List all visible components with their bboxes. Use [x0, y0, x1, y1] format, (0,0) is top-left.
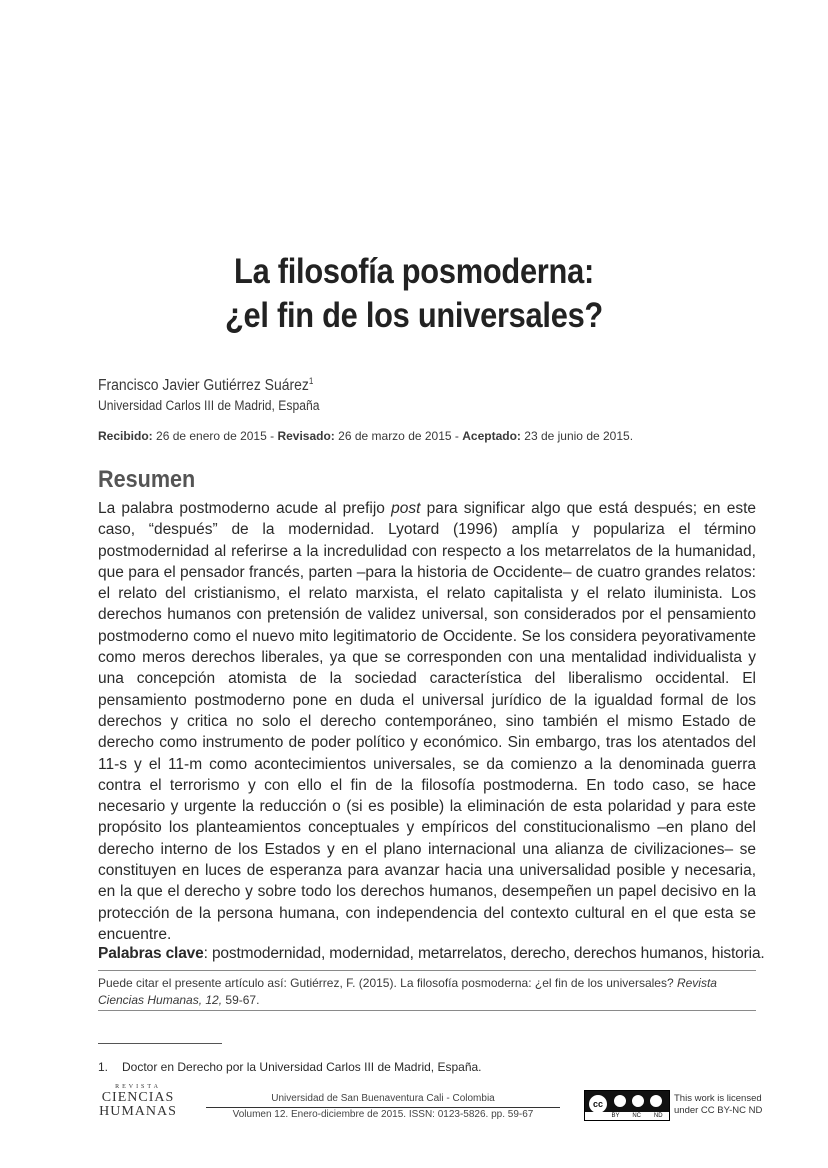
citation-prefix: Puede citar el presente artículo así: Gutiérrez, F. (2015). La filosofía posmoderna: ¿el fin de los universales?: [98, 976, 677, 990]
author-name: [98, 376, 313, 395]
keywords-text: : postmodernidad, modernidad, metarrelatos, derecho, derechos humanos, historia.: [203, 945, 765, 962]
article-title: [50, 250, 779, 338]
license-text: [674, 1093, 762, 1117]
license-line-2: under CC BY-NC ND: [674, 1105, 763, 1116]
date-separator: -: [266, 429, 278, 443]
abstract-text-rest: para significar algo que está después; en este caso, “después” de la modernidad. Lyotard (1996) amplía y populariza el término postmodernidad al referirse a la incredulidad con respecto a los metarrelatos de la humanidad, que para el pensador francés, parten –para la historia de Occidente– de cuatro grandes relatos: el relato del cristianismo, el relato marxista, el relato capitalista y el relato iluminista. Los derechos humanos con pretensión de validez universal, son considerados por el pensamiento postmoderno como el nuevo mito legitimatorio de Occidente. Se los considera peyorativamente como meros derechos liberales, ya que se corresponden con una mentalidad individualista y una concepción atomista de la sociedad característica del liberalismo occidental. El pensamiento postmoderno pone en duda el universal jurídico de la igualdad formal de los derechos y critica no solo el derecho contemporáneo, sino también el mismo Estado de derecho como instrumento de poder político y económico. Sin embargo, tras los atentados del 11-s y el 11-m como acontecimientos universales, se da comienzo a la denominada guerra contra el terrorismo y con ello el fin de la filosofía postmoderna. En todo caso, se hace necesario y urgente la reducción o (si es posible) la eliminación de esta polaridad y para este propósito los planteamientos conceptuales y empíricos del constitucionalismo –en plano del derecho interno de los Estados y en el plano internacional una alianza de civilizaciones– se constituyen en luces de esperanza para avanzar hacia una universalidad posible y necesaria, en la que el derecho y sobre todo los derechos humanos, desempeñen un papel decisivo en la protección de la persona humana, con independencia del contexto cultural en el que esta se encuentre.: [98, 500, 756, 943]
abstract-heading: Resumen: [98, 466, 196, 493]
footnote: [98, 1060, 482, 1074]
journal-logo: [98, 1084, 178, 1128]
keywords-label: Palabras clave: [98, 945, 204, 962]
by-person-icon: [613, 1094, 627, 1108]
footer-university: Universidad de San Buenaventura Cali - Colombia: [206, 1092, 560, 1108]
cc-nc-label: NC: [632, 1113, 641, 1119]
citation-suffix: 59-67.: [222, 993, 260, 1007]
footnote-number: 1.: [98, 1060, 109, 1074]
author-footnote-mark: 1: [308, 376, 314, 386]
abstract-body: [98, 498, 756, 945]
footnote-rule: [98, 1043, 222, 1044]
citation-top-rule: [98, 970, 756, 971]
author-name-text: Francisco Javier Gutiérrez Suárez: [98, 377, 309, 395]
title-line-2: ¿el fin de los universales?: [224, 296, 603, 335]
revised-label: Revisado:: [277, 429, 335, 443]
citation-journal: Revista Ciencias Humanas, 12,: [98, 976, 717, 1007]
citation-bottom-rule: [98, 1010, 756, 1011]
article-dates: [98, 429, 633, 443]
keywords: [98, 945, 765, 963]
cc-icon: cc: [587, 1093, 609, 1115]
nc-dollar-icon: [631, 1094, 645, 1108]
logo-small-text: REVISTA: [115, 1084, 161, 1090]
logo-line-2: HUMANAS: [99, 1104, 177, 1119]
accepted-date: 23 de junio de 2015.: [524, 429, 634, 443]
accepted-label: Aceptado:: [462, 429, 521, 443]
title-line-1: La filosofía posmoderna:: [234, 252, 594, 291]
logo-line-1: CIENCIAS: [101, 1090, 175, 1105]
footer-journal-info: [206, 1092, 560, 1122]
cc-badge-labels: [585, 1112, 669, 1120]
received-label: Recibido:: [98, 429, 153, 443]
footnote-text: Doctor en Derecho por la Universidad Carlos III de Madrid, España.: [122, 1060, 482, 1074]
abstract-text-start: La palabra postmoderno acude al prefijo: [98, 500, 392, 517]
citation: [98, 975, 756, 1009]
nd-equals-icon: [649, 1094, 663, 1108]
revised-date: 26 de marzo de 2015: [338, 429, 452, 443]
abstract-italic-word: post: [391, 500, 421, 517]
cc-nd-label: ND: [653, 1113, 663, 1119]
footer-volume: Volumen 12. Enero-diciembre de 2015. ISSN: 0123-5826. pp. 59-67: [232, 1109, 534, 1120]
cc-by-label: BY: [611, 1113, 620, 1119]
cc-license-badge[interactable]: [584, 1090, 670, 1121]
author-affiliation: Universidad Carlos III de Madrid, España: [98, 398, 320, 413]
date-separator: -: [451, 429, 463, 443]
license-line-1: This work is licensed: [674, 1093, 762, 1104]
received-date: 26 de enero de 2015: [156, 429, 267, 443]
